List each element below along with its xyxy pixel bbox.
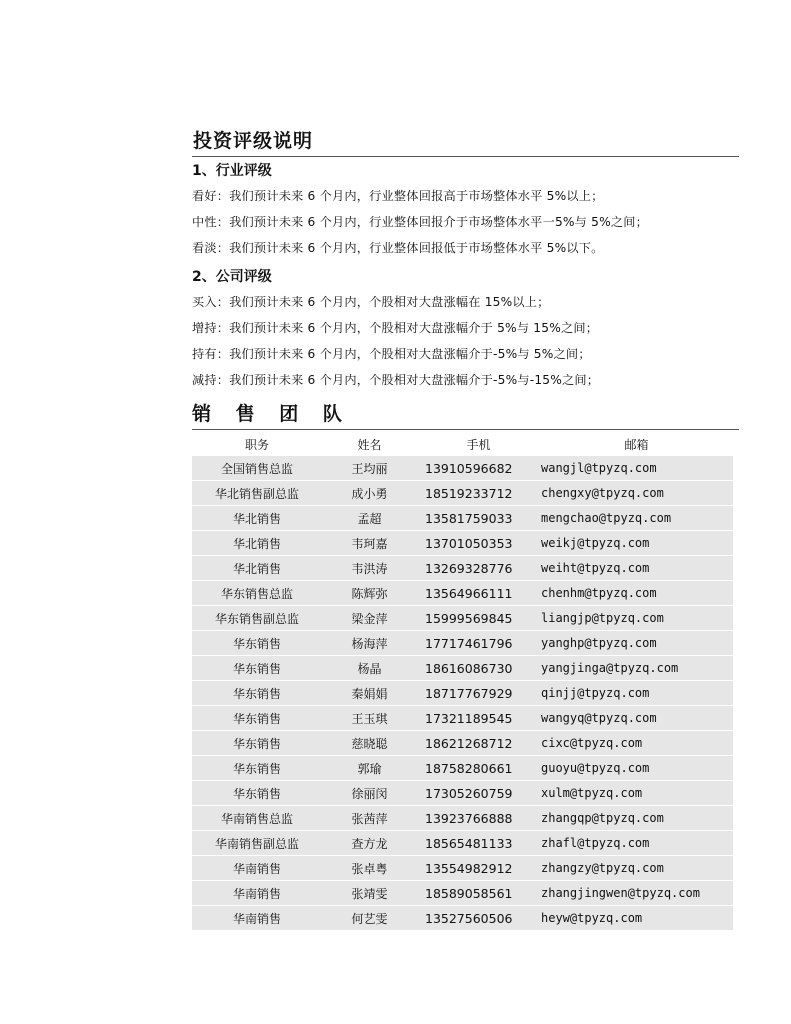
sales-team-title: 销 售 团 队 xyxy=(192,403,351,425)
industry-rating-line: 中性：我们预计未来 6 个月内，行业整体回报介于市场整体水平一5%与 5%之间； xyxy=(192,215,649,229)
name-cell: 梁金萍 xyxy=(322,606,417,631)
position-cell: 华东销售副总监 xyxy=(192,606,322,631)
table-row xyxy=(192,606,733,631)
position-cell: 华北销售副总监 xyxy=(192,481,322,506)
position-cell: 华南销售副总监 xyxy=(192,831,322,856)
email-cell: yanghp@tpyzq.com xyxy=(540,631,733,656)
phone-cell: 18717767929 xyxy=(417,681,540,706)
name-cell: 韦珂嘉 xyxy=(322,531,417,556)
email-cell: zhangqp@tpyzq.com xyxy=(540,806,733,831)
table-row xyxy=(192,681,733,706)
phone-cell: 13564966111 xyxy=(417,581,540,606)
industry-rating-title: 1、行业评级 xyxy=(192,163,272,179)
name-cell: 秦娟娟 xyxy=(322,681,417,706)
name-cell: 张卓粤 xyxy=(322,856,417,881)
email-cell: wangjl@tpyzq.com xyxy=(540,456,733,481)
position-cell: 华东销售 xyxy=(192,706,322,731)
rating-section-title: 投资评级说明 xyxy=(193,130,314,152)
company-rating-title: 2、公司评级 xyxy=(192,269,272,285)
email-cell: zhangzy@tpyzq.com xyxy=(540,856,733,881)
email-cell: cixc@tpyzq.com xyxy=(540,731,733,756)
position-cell: 华东销售 xyxy=(192,756,322,781)
phone-cell: 17717461796 xyxy=(417,631,540,656)
position-cell: 华东销售 xyxy=(192,656,322,681)
table-row xyxy=(192,531,733,556)
table-header-row xyxy=(192,432,733,456)
phone-cell: 18758280661 xyxy=(417,756,540,781)
sales-team-rows xyxy=(192,456,733,931)
phone-cell: 13923766888 xyxy=(417,806,540,831)
table-row xyxy=(192,581,733,606)
phone-cell: 13910596682 xyxy=(417,456,540,481)
header-position: 职务 xyxy=(244,437,269,452)
position-cell: 华东销售 xyxy=(192,781,322,806)
name-cell: 王玉琪 xyxy=(322,706,417,731)
name-cell: 杨晶 xyxy=(322,656,417,681)
email-cell: weikj@tpyzq.com xyxy=(540,531,733,556)
name-cell: 杨海萍 xyxy=(322,631,417,656)
phone-cell: 18519233712 xyxy=(417,481,540,506)
email-cell: liangjp@tpyzq.com xyxy=(540,606,733,631)
position-cell: 华北销售 xyxy=(192,506,322,531)
email-cell: heyw@tpyzq.com xyxy=(540,906,733,931)
industry-rating-line: 看淡：我们预计未来 6 个月内，行业整体回报低于市场整体水平 5%以下。 xyxy=(192,241,604,255)
position-cell: 华东销售 xyxy=(192,731,322,756)
phone-cell: 17321189545 xyxy=(417,706,540,731)
phone-cell: 15999569845 xyxy=(417,606,540,631)
email-cell: wangyq@tpyzq.com xyxy=(540,706,733,731)
email-cell: weiht@tpyzq.com xyxy=(540,556,733,581)
phone-cell: 13554982912 xyxy=(417,856,540,881)
table-row xyxy=(192,806,733,831)
name-cell: 何艺雯 xyxy=(322,906,417,931)
name-cell: 徐丽闵 xyxy=(322,781,417,806)
email-cell: qinjj@tpyzq.com xyxy=(540,681,733,706)
email-cell: chengxy@tpyzq.com xyxy=(540,481,733,506)
table-row xyxy=(192,781,733,806)
page-content xyxy=(192,128,739,931)
name-cell: 张茜萍 xyxy=(322,806,417,831)
position-cell: 华东销售 xyxy=(192,631,322,656)
table-row xyxy=(192,906,733,931)
name-cell: 成小勇 xyxy=(322,481,417,506)
section-divider xyxy=(192,429,739,430)
email-cell: chenhm@tpyzq.com xyxy=(540,581,733,606)
email-cell: guoyu@tpyzq.com xyxy=(540,756,733,781)
phone-cell: 18616086730 xyxy=(417,656,540,681)
header-name: 姓名 xyxy=(357,437,382,452)
company-rating-line: 减持：我们预计未来 6 个月内，个股相对大盘涨幅介于-5%与-15%之间； xyxy=(192,373,600,387)
table-row xyxy=(192,556,733,581)
position-cell: 华北销售 xyxy=(192,556,322,581)
table-row xyxy=(192,631,733,656)
phone-cell: 13269328776 xyxy=(417,556,540,581)
phone-cell: 18565481133 xyxy=(417,831,540,856)
email-cell: zhangjingwen@tpyzq.com xyxy=(540,881,733,906)
name-cell: 陈辉弥 xyxy=(322,581,417,606)
name-cell: 张靖雯 xyxy=(322,881,417,906)
header-phone: 手机 xyxy=(466,437,491,452)
phone-cell: 18621268712 xyxy=(417,731,540,756)
name-cell: 查方龙 xyxy=(322,831,417,856)
name-cell: 孟超 xyxy=(322,506,417,531)
position-cell: 华东销售总监 xyxy=(192,581,322,606)
table-row xyxy=(192,881,733,906)
company-rating-line: 持有：我们预计未来 6 个月内，个股相对大盘涨幅介于-5%与 5%之间； xyxy=(192,347,591,361)
email-cell: yangjinga@tpyzq.com xyxy=(540,656,733,681)
table-row xyxy=(192,506,733,531)
position-cell: 全国销售总监 xyxy=(192,456,322,481)
name-cell: 慈晓聪 xyxy=(322,731,417,756)
industry-rating-line: 看好：我们预计未来 6 个月内，行业整体回报高于市场整体水平 5%以上； xyxy=(192,189,604,203)
table-row xyxy=(192,831,733,856)
company-rating-line: 增持：我们预计未来 6 个月内，个股相对大盘涨幅介于 5%与 15%之间； xyxy=(192,321,599,335)
phone-cell: 13527560506 xyxy=(417,906,540,931)
name-cell: 韦洪涛 xyxy=(322,556,417,581)
table-row xyxy=(192,731,733,756)
position-cell: 华南销售 xyxy=(192,856,322,881)
email-cell: mengchao@tpyzq.com xyxy=(540,506,733,531)
table-row xyxy=(192,856,733,881)
email-cell: zhafl@tpyzq.com xyxy=(540,831,733,856)
company-rating-line: 买入：我们预计未来 6 个月内，个股相对大盘涨幅在 15%以上； xyxy=(192,295,550,309)
position-cell: 华南销售 xyxy=(192,881,322,906)
position-cell: 华北销售 xyxy=(192,531,322,556)
phone-cell: 13581759033 xyxy=(417,506,540,531)
phone-cell: 17305260759 xyxy=(417,781,540,806)
position-cell: 华南销售 xyxy=(192,906,322,931)
phone-cell: 13701050353 xyxy=(417,531,540,556)
table-row xyxy=(192,706,733,731)
table-row xyxy=(192,756,733,781)
position-cell: 华东销售 xyxy=(192,681,322,706)
name-cell: 王均丽 xyxy=(322,456,417,481)
table-row xyxy=(192,481,733,506)
sales-team-table xyxy=(192,432,733,931)
email-cell: xulm@tpyzq.com xyxy=(540,781,733,806)
section-divider xyxy=(192,156,739,157)
name-cell: 郭瑜 xyxy=(322,756,417,781)
table-row xyxy=(192,456,733,481)
header-email: 邮箱 xyxy=(624,437,649,452)
phone-cell: 18589058561 xyxy=(417,881,540,906)
table-row xyxy=(192,656,733,681)
position-cell: 华南销售总监 xyxy=(192,806,322,831)
